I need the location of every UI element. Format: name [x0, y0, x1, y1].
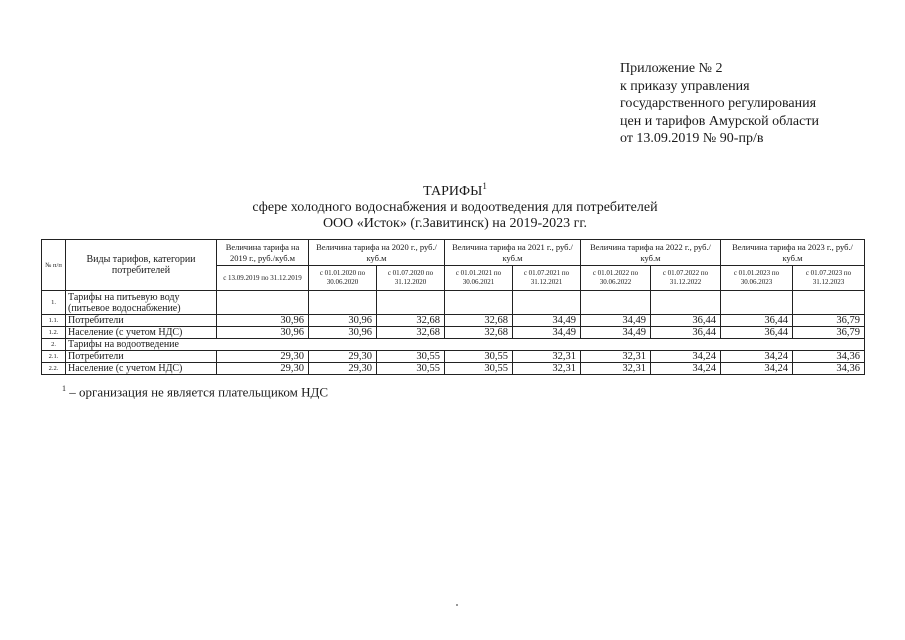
period-header: с 01.01.2022 по 30.06.2022 [581, 266, 651, 291]
row-num: 2. [42, 339, 66, 351]
cell-value: 29,30 [217, 351, 309, 363]
title-line-2: сфере холодного водоснабжения и водоотведения для потребителей [252, 199, 658, 215]
appendix-line: от 13.09.2019 № 90-пр/в [620, 131, 764, 146]
appendix-block [620, 60, 819, 148]
row-num: 1.2. [42, 327, 66, 339]
cell-value: 30,96 [217, 327, 309, 339]
period-header: с 13.09.2019 по 31.12.2019 [217, 266, 309, 291]
footnote [62, 381, 328, 400]
document-title [160, 178, 750, 232]
header-type: Виды тарифов, категории потребителей [66, 240, 217, 291]
cell-value: 36,44 [651, 327, 721, 339]
header-num: № п/п [42, 240, 66, 291]
cell-value: 30,55 [377, 351, 445, 363]
cell-value: 36,79 [793, 327, 865, 339]
cell-value: 36,44 [651, 315, 721, 327]
cell-value: 32,31 [581, 351, 651, 363]
cell-value: 30,96 [309, 327, 377, 339]
table-row [42, 351, 865, 363]
period-header: с 01.07.2023 по 31.12.2023 [793, 266, 865, 291]
cell-value: 34,24 [721, 351, 793, 363]
cell-value: 30,55 [445, 351, 513, 363]
period-header: с 01.07.2020 по 31.12.2020 [377, 266, 445, 291]
cell-value: 32,68 [377, 327, 445, 339]
header-year-2021: Величина тарифа на 2021 г., руб./куб.м [445, 240, 581, 266]
cell-value: 30,96 [309, 315, 377, 327]
table-row [42, 291, 865, 315]
table-row [42, 363, 865, 375]
header-year-2023: Величина тарифа на 2023 г., руб./куб.м [721, 240, 865, 266]
footnote-text: – организация не является плательщиком НДС [66, 384, 329, 400]
cell-value: 36,79 [793, 315, 865, 327]
table-row [42, 327, 865, 339]
row-num: 2.1. [42, 351, 66, 363]
cell-value: 36,44 [721, 327, 793, 339]
appendix-line: к приказу управления [620, 78, 750, 94]
appendix-line: государственного регулирования [620, 96, 817, 111]
row-label: Тарифы на питьевую воду (питьевое водоснабжение) [66, 291, 217, 315]
cell-value: 34,49 [513, 327, 581, 339]
title-heading: ТАРИФЫ [423, 183, 483, 199]
cell-value: 29,30 [309, 351, 377, 363]
cell-value: 30,55 [445, 363, 513, 375]
title-line-3: ООО «Исток» (г.Завитинск) на 2019-2023 гг. [322, 215, 588, 231]
row-label: Население (с учетом НДС) [66, 363, 217, 375]
cell-value: 30,55 [377, 363, 445, 375]
period-header: с 01.01.2023 по 30.06.2023 [721, 266, 793, 291]
cell-value: 32,31 [513, 363, 581, 375]
table-row [42, 315, 865, 327]
header-year-2020: Величина тарифа на 2020 г., руб./куб.м [309, 240, 445, 266]
cell-value: 36,44 [721, 315, 793, 327]
row-num: 2.2. [42, 363, 66, 375]
cell-value: 34,49 [581, 327, 651, 339]
header-year-2022: Величина тарифа на 2022 г., руб./куб.м [581, 240, 721, 266]
cell-value: 34,49 [581, 315, 651, 327]
table-row [42, 339, 865, 351]
footnote-mark: 1 [482, 181, 487, 191]
cell-value: 30,96 [217, 315, 309, 327]
row-label: Население (с учетом НДС) [66, 327, 217, 339]
cell-value: 34,36 [793, 351, 865, 363]
cell-value: 32,68 [445, 315, 513, 327]
period-header: с 01.07.2022 по 31.12.2022 [651, 266, 721, 291]
cell-value: 32,68 [445, 327, 513, 339]
cell-value: 34,24 [651, 363, 721, 375]
cell-value: 34,49 [513, 315, 581, 327]
row-label: Потребители [66, 351, 217, 363]
tariff-table [41, 239, 865, 375]
appendix-line: Приложение № 2 [620, 61, 723, 76]
row-label: Тарифы на водоотведение [66, 339, 865, 351]
row-num: 1.1. [42, 315, 66, 327]
cell-value: 29,30 [309, 363, 377, 375]
period-header: с 01.07.2021 по 31.12.2021 [513, 266, 581, 291]
cell-value: 34,24 [651, 351, 721, 363]
cell-value: 32,31 [581, 363, 651, 375]
cell-value: 34,24 [721, 363, 793, 375]
period-header: с 01.01.2020 по 30.06.2020 [309, 266, 377, 291]
row-label: Потребители [66, 315, 217, 327]
footnote-mark: 1 [62, 384, 66, 393]
cell-value: 34,36 [793, 363, 865, 375]
header-year-2019: Величина тарифа на 2019 г., руб./куб.м [217, 240, 309, 266]
cell-value: 29,30 [217, 363, 309, 375]
period-header: с 01.01.2021 по 30.06.2021 [445, 266, 513, 291]
scan-speck [456, 604, 458, 606]
cell-value: 32,31 [513, 351, 581, 363]
appendix-line: цен и тарифов Амурской области [620, 113, 819, 129]
cell-value: 32,68 [377, 315, 445, 327]
row-num: 1. [42, 291, 66, 315]
